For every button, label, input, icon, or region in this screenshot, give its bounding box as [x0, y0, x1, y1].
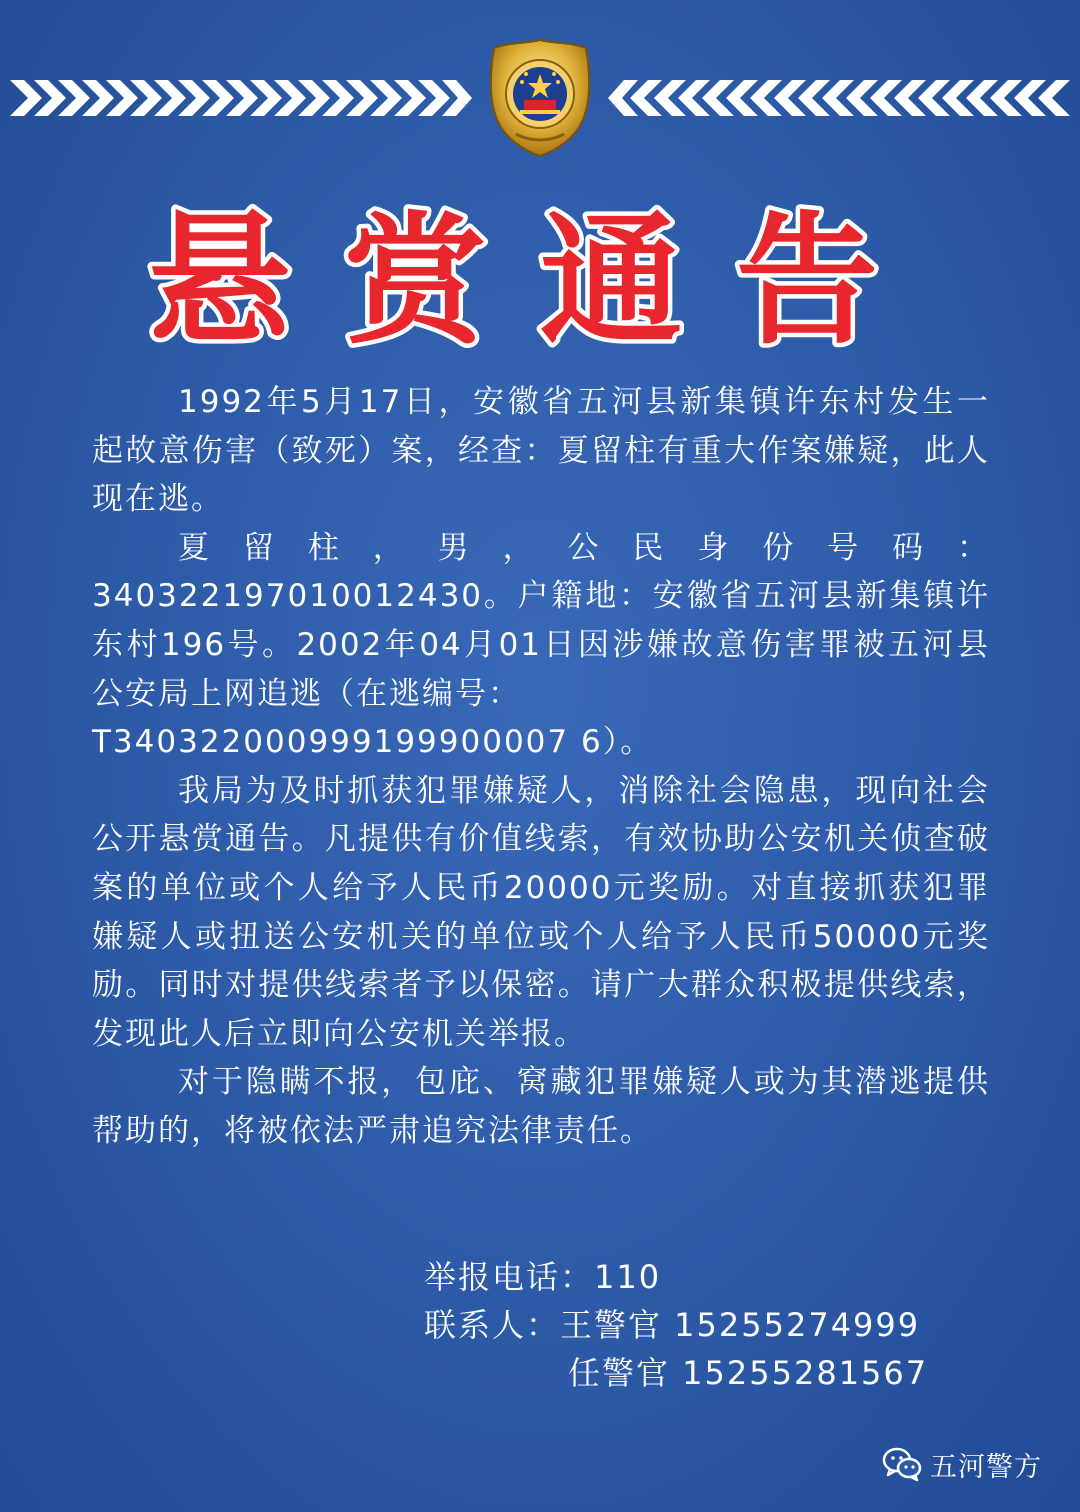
- wechat-icon: [882, 1446, 922, 1482]
- title-text: 悬赏通告: [148, 199, 932, 358]
- paragraph-reward: 我局为及时抓获犯罪嫌疑人，消除社会隐患，现向社会公开悬赏通告。凡提供有价值线索，有效协助公安机关侦查破案的单位或个人给予人民币20000元奖励。对直接抓获犯罪嫌疑人或扭送公安机关的单位或个人给予人民币50000元奖励。同时对提供线索者予以保密。请广大群众积极提供线索，发现此人后立即向公安机关举报。: [92, 772, 990, 1052]
- paragraph-suspect-line1: 夏留柱，男，公民身份号码：: [178, 529, 990, 566]
- paragraph-suspect-details: 340322197010012430。户籍地：安徽省五河县新集镇许东村196号。2002年04月01日因涉嫌故意伤害罪被五河县公安局上网追逃（在逃编号：: [92, 578, 990, 712]
- contact-person-2: 任警官 15255281567: [568, 1354, 929, 1392]
- chevron-arrows-icon: [10, 76, 472, 120]
- notice-body: [92, 378, 990, 1156]
- page-title: [0, 198, 1080, 358]
- contact-person-1: 联系人：王警官 15255274999: [424, 1306, 921, 1344]
- paragraph-case: 1992年5月17日，安徽省五河县新集镇许东村发生一起故意伤害（致死）案，经查：夏留柱有重大作案嫌疑，此人现在逃。: [92, 384, 990, 518]
- chevron-arrows-icon: [608, 76, 1070, 120]
- police-emblem-icon: [486, 38, 594, 158]
- paragraph-warning: 对于隐瞒不报，包庇、窝藏犯罪嫌疑人或为其潜逃提供帮助的，将被依法严肃追究法律责任。: [92, 1064, 990, 1149]
- paragraph-wanted-number: T340322000999199900007 6）。: [92, 724, 654, 761]
- hotline-text: 举报电话：110: [424, 1258, 662, 1296]
- account-watermark: [882, 1444, 1042, 1484]
- account-name: 五河警方: [930, 1451, 1042, 1483]
- contact-info: [424, 1253, 928, 1397]
